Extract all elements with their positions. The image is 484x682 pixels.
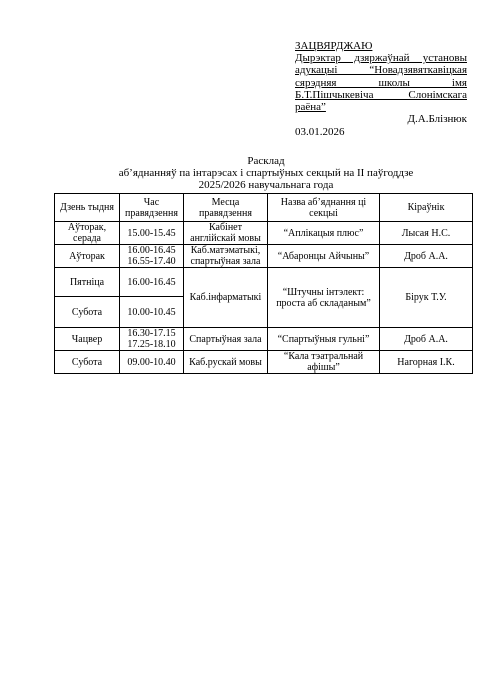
header-place: Месца правядзення bbox=[184, 194, 268, 222]
title-line-1: Расклад bbox=[247, 155, 285, 167]
cell-time: 09.00-10.40 bbox=[120, 351, 184, 374]
title-line-3: 2025/2026 навучальнага года bbox=[198, 179, 334, 191]
approval-date: 03.01.2026 bbox=[295, 126, 345, 139]
table-row bbox=[55, 328, 473, 351]
cell-day: Субота bbox=[55, 351, 120, 374]
header-time: Час правядзення bbox=[120, 194, 184, 222]
approval-position: Дырэктар дзяржаўнай установы адукацыі “Новадзявяткавіцкая сярэдняя школы імя Б.Т.Пішчыкевіча Слонімскага раёна” bbox=[295, 52, 467, 114]
header-name: Назва аб’яднання ці секцыі bbox=[268, 194, 380, 222]
cell-day: Аўторак bbox=[55, 245, 120, 268]
cell-name: “Кала тэатральнай афішы” bbox=[268, 351, 380, 374]
cell-time: 16.00-16.45 16.55-17.40 bbox=[120, 245, 184, 268]
cell-place: Каб.матэматыкі, спартыўная зала bbox=[184, 245, 268, 268]
cell-leader: Лысая Н.С. bbox=[380, 222, 473, 245]
cell-place: Кабінет англійскай мовы bbox=[184, 222, 268, 245]
cell-leader: Дроб А.А. bbox=[380, 328, 473, 351]
title-line-2: аб’яднанняў па інтарэсах і спартыўных секцый на ІІ паўгоддзе bbox=[118, 167, 414, 179]
cell-time: 15.00-15.45 bbox=[120, 222, 184, 245]
table-row bbox=[55, 245, 473, 268]
cell-day: Чацвер bbox=[55, 328, 120, 351]
schedule-table bbox=[54, 193, 473, 374]
cell-leader: Дроб А.А. bbox=[380, 245, 473, 268]
approval-heading: ЗАЦВЯРДЖАЮ bbox=[295, 40, 373, 52]
table-row bbox=[55, 351, 473, 374]
cell-name: “Абаронцы Айчыны” bbox=[268, 245, 380, 268]
approval-block bbox=[295, 40, 467, 139]
cell-place: Каб.інфарматыкі bbox=[184, 268, 268, 328]
cell-leader: Нагорная І.К. bbox=[380, 351, 473, 374]
cell-name: “Штучны інтэлект: проста аб складаным” bbox=[268, 268, 380, 328]
cell-place: Каб.рускай мовы bbox=[184, 351, 268, 374]
header-day: Дзень тыдня bbox=[55, 194, 120, 222]
cell-leader: Бірук Т.У. bbox=[380, 268, 473, 328]
table-header-row bbox=[55, 194, 473, 222]
cell-name: “Аплікацыя плюс” bbox=[268, 222, 380, 245]
header-leader: Кіраўнік bbox=[380, 194, 473, 222]
cell-name: “Спартыўныя гульні” bbox=[268, 328, 380, 351]
cell-time: 16.00-16.45 bbox=[120, 268, 184, 297]
cell-day: Субота bbox=[55, 297, 120, 328]
approval-signature: Д.А.Блізнюк bbox=[407, 113, 467, 126]
cell-time: 16.30-17.15 17.25-18.10 bbox=[120, 328, 184, 351]
document-title bbox=[40, 155, 484, 191]
cell-day: Аўторак, серада bbox=[55, 222, 120, 245]
table-row bbox=[55, 222, 473, 245]
cell-day: Пятніца bbox=[55, 268, 120, 297]
cell-time: 10.00-10.45 bbox=[120, 297, 184, 328]
table-row bbox=[55, 268, 473, 297]
cell-place: Спартыўная зала bbox=[184, 328, 268, 351]
